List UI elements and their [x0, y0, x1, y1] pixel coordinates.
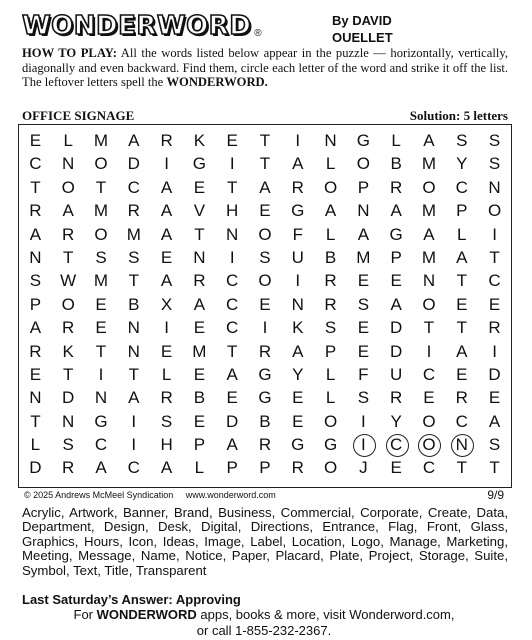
grid-letter[interactable]: A: [324, 201, 337, 221]
grid-letter[interactable]: U: [291, 247, 304, 267]
grid-letter[interactable]: R: [390, 388, 403, 408]
grid-letter[interactable]: D: [226, 411, 239, 431]
grid-letter[interactable]: R: [488, 318, 501, 338]
grid-letter[interactable]: A: [160, 177, 173, 197]
grid-letter[interactable]: O: [323, 411, 338, 431]
grid-letter[interactable]: O: [61, 294, 75, 314]
grid-letter[interactable]: O: [323, 177, 338, 197]
how-to-play: [22, 46, 508, 90]
grid-letter[interactable]: Y: [292, 364, 304, 384]
grid-letter[interactable]: L: [457, 224, 467, 244]
grid-letter[interactable]: N: [94, 388, 108, 408]
grid-letter[interactable]: R: [193, 271, 206, 291]
grid-letter-circled[interactable]: C: [380, 433, 413, 456]
grid-letter[interactable]: I: [426, 341, 432, 361]
grid-letter[interactable]: R: [291, 177, 304, 197]
grid-letter[interactable]: E: [259, 294, 271, 314]
grid-letter[interactable]: D: [488, 364, 501, 384]
grid-letter[interactable]: I: [492, 341, 497, 361]
grid-letter[interactable]: T: [128, 271, 139, 291]
promo: [18, 607, 510, 639]
grid-row: [19, 456, 511, 479]
puzzle-info-row: [22, 108, 508, 124]
grid-letter[interactable]: S: [488, 131, 501, 150]
grid-row: [19, 386, 511, 409]
grid-letter[interactable]: A: [390, 201, 402, 221]
grid-letter[interactable]: O: [61, 177, 75, 197]
last-answer: Last Saturday’s Answer: Approving: [22, 592, 241, 607]
grid-letter[interactable]: T: [423, 318, 435, 338]
grid-letter[interactable]: O: [422, 411, 436, 431]
grid-row: [19, 340, 511, 363]
grid-letter[interactable]: A: [226, 435, 238, 455]
grid-letter[interactable]: R: [160, 131, 173, 150]
grid-row: [19, 410, 511, 433]
grid-letter[interactable]: A: [128, 131, 140, 150]
grid-letter[interactable]: O: [422, 294, 436, 314]
grid-letter[interactable]: G: [356, 131, 370, 150]
grid-letter-circled[interactable]: I: [347, 433, 380, 456]
grid-letter[interactable]: P: [259, 458, 271, 478]
grid-letter[interactable]: E: [193, 177, 206, 197]
grid-letter[interactable]: I: [131, 435, 137, 455]
grid-letter[interactable]: G: [291, 435, 305, 455]
puzzle-date: 9/9: [487, 488, 504, 502]
grid-letter[interactable]: A: [160, 224, 173, 244]
grid-row: [19, 129, 511, 152]
grid-letter[interactable]: T: [95, 341, 107, 361]
grid-row: [19, 293, 511, 316]
grid-letter[interactable]: R: [160, 388, 173, 408]
grid-letter[interactable]: S: [324, 318, 337, 338]
grid-letter[interactable]: O: [94, 154, 108, 174]
grid-letter-circled[interactable]: N: [445, 433, 478, 456]
grid-letter[interactable]: A: [423, 224, 435, 244]
grid-letter[interactable]: I: [98, 364, 104, 384]
grid-letter[interactable]: A: [62, 201, 74, 221]
footer-meta: [18, 488, 510, 502]
grid-letter[interactable]: I: [262, 318, 268, 338]
grid-letter[interactable]: T: [128, 364, 139, 384]
website: www.wonderword.com: [185, 490, 276, 500]
grid-letter[interactable]: E: [357, 318, 370, 338]
grid-letter[interactable]: G: [192, 154, 206, 174]
grid-letter[interactable]: C: [226, 271, 239, 291]
grid-letter[interactable]: Y: [456, 154, 468, 174]
grid-letter[interactable]: E: [160, 341, 173, 361]
grid-letter[interactable]: K: [62, 341, 74, 361]
grid-letter[interactable]: L: [325, 388, 336, 408]
grid-letter[interactable]: T: [226, 341, 238, 361]
grid-letter[interactable]: I: [295, 271, 301, 291]
grid-letter[interactable]: C: [455, 411, 468, 431]
grid-letter[interactable]: N: [62, 154, 75, 174]
byline: By DAVID OUELLET: [332, 13, 393, 45]
grid-letter[interactable]: E: [259, 201, 271, 221]
grid-letter[interactable]: M: [192, 341, 207, 361]
grid-letter[interactable]: G: [94, 411, 108, 431]
grid-letter[interactable]: P: [456, 201, 468, 221]
grid-letter[interactable]: M: [126, 224, 141, 244]
grid-letter[interactable]: D: [29, 458, 42, 478]
grid-letter[interactable]: R: [127, 201, 140, 221]
grid-letter[interactable]: E: [488, 294, 501, 314]
solution-length: Solution: 5 letters: [409, 108, 508, 123]
grid-letter[interactable]: R: [324, 271, 337, 291]
grid-letter[interactable]: N: [324, 131, 337, 150]
grid-letter[interactable]: C: [488, 271, 501, 291]
grid-letter[interactable]: T: [226, 177, 238, 197]
grid-letter[interactable]: A: [160, 201, 173, 221]
grid-letter[interactable]: E: [488, 388, 501, 408]
grid-letter[interactable]: O: [94, 224, 108, 244]
grid-letter[interactable]: P: [357, 177, 370, 197]
grid-letter[interactable]: G: [389, 224, 403, 244]
grid-letter[interactable]: T: [259, 154, 271, 174]
wonderword-logo: [22, 12, 262, 40]
grid-letter[interactable]: C: [422, 364, 436, 384]
grid-letter[interactable]: T: [489, 247, 500, 267]
logo-text: WONDERWORD: [22, 11, 252, 41]
grid-letter[interactable]: T: [63, 364, 74, 384]
grid-letter[interactable]: N: [357, 201, 370, 221]
puzzle-page: [18, 6, 512, 638]
grid-letter[interactable]: R: [62, 458, 75, 478]
grid-letter[interactable]: A: [160, 458, 173, 478]
grid-letter[interactable]: A: [423, 131, 435, 150]
grid-letter[interactable]: L: [391, 131, 401, 150]
grid-letter[interactable]: A: [259, 177, 271, 197]
grid-letter[interactable]: F: [358, 364, 369, 384]
how-to-play-word: WONDERWORD.: [166, 75, 268, 89]
grid-letter[interactable]: B: [259, 411, 271, 431]
grid-letter[interactable]: N: [488, 177, 501, 197]
grid-letter[interactable]: T: [489, 458, 500, 478]
grid-letter[interactable]: H: [226, 201, 239, 221]
grid-letter[interactable]: C: [29, 154, 42, 174]
grid-letter[interactable]: E: [226, 388, 238, 408]
grid-letter[interactable]: L: [63, 131, 73, 150]
grid-letter[interactable]: L: [30, 435, 41, 455]
grid-letter[interactable]: L: [325, 224, 336, 244]
grid-letter[interactable]: S: [259, 247, 271, 267]
grid-letter[interactable]: N: [193, 247, 206, 267]
grid-letter[interactable]: E: [193, 364, 206, 384]
grid-letter[interactable]: E: [29, 131, 42, 150]
grid-letter[interactable]: I: [229, 247, 235, 267]
grid-letter[interactable]: L: [325, 364, 336, 384]
grid-letter[interactable]: I: [492, 224, 497, 244]
grid-letter[interactable]: T: [456, 318, 467, 338]
grid-letter[interactable]: E: [292, 411, 304, 431]
letter-grid-box: [18, 124, 512, 488]
grid-letter[interactable]: A: [357, 224, 370, 244]
grid-letter[interactable]: T: [30, 177, 41, 197]
grid-letter[interactable]: C: [422, 458, 436, 478]
grid-letter[interactable]: A: [456, 341, 468, 361]
grid-letter[interactable]: C: [455, 177, 468, 197]
grid-letter[interactable]: B: [193, 388, 206, 408]
grid-letter[interactable]: S: [357, 294, 370, 314]
grid-letter[interactable]: N: [422, 271, 436, 291]
grid-letter[interactable]: A: [226, 364, 238, 384]
grid-letter[interactable]: A: [193, 294, 206, 314]
how-to-play-text: All the words listed below appear in the puzzle — horizontally, vertically, diagonally and even backward. Find them, circle each letter of the word and strike it off the list. The leftover letters spell the: [22, 46, 508, 89]
grid-letter[interactable]: E: [226, 131, 238, 150]
grid-letter[interactable]: N: [29, 388, 42, 408]
grid-letter[interactable]: J: [359, 458, 368, 478]
grid-letter[interactable]: N: [291, 294, 304, 314]
grid-letter[interactable]: C: [127, 458, 140, 478]
grid-letter[interactable]: E: [357, 271, 370, 291]
grid-letter[interactable]: R: [62, 224, 75, 244]
grid-letter[interactable]: R: [62, 318, 75, 338]
grid-letter[interactable]: T: [63, 247, 74, 267]
grid-letter[interactable]: O: [422, 177, 436, 197]
grid-letter[interactable]: E: [423, 388, 435, 408]
grid-letter[interactable]: E: [95, 294, 107, 314]
grid-letter[interactable]: G: [258, 388, 272, 408]
copyright-line: [24, 490, 276, 500]
grid-letter-circled[interactable]: O: [413, 433, 446, 456]
grid-letter[interactable]: T: [95, 177, 107, 197]
grid-letter[interactable]: B: [324, 247, 337, 267]
grid-letter[interactable]: T: [259, 131, 271, 150]
grid-letter[interactable]: P: [390, 247, 402, 267]
grid-letter[interactable]: S: [488, 154, 501, 174]
grid-letter[interactable]: O: [258, 224, 272, 244]
grid-letter[interactable]: E: [390, 458, 402, 478]
grid-letter[interactable]: P: [29, 294, 42, 314]
grid-letter[interactable]: S: [128, 247, 140, 267]
grid-letter[interactable]: C: [226, 318, 239, 338]
grid-letter[interactable]: G: [258, 364, 272, 384]
grid-letter[interactable]: M: [421, 201, 437, 221]
grid-letter[interactable]: M: [93, 271, 109, 291]
grid-letter[interactable]: T: [456, 458, 467, 478]
grid-letter[interactable]: I: [164, 154, 169, 174]
grid-letter[interactable]: E: [292, 388, 304, 408]
promo-brand: WONDERWORD: [96, 607, 197, 622]
word-list: Acrylic, Artwork, Banner, Brand, Business, Commercial, Corporate, Create, Data, Department, Design, Desk, Digital, Directions, Entrance, Flag, Front, Glass, Graphics, Hours, Icon, Ideas, Image, Label, Location, Logo, Manage, Marketing, Meeting, Message, Name, Notice, Paper, Placard, Plate, Project, Storage, Suite, Symbol, Text, Title, Transparent: [22, 505, 508, 578]
grid-letter[interactable]: S: [95, 247, 107, 267]
grid-letter[interactable]: S: [357, 388, 370, 408]
grid-row: [19, 152, 511, 175]
grid-row: [19, 199, 511, 222]
grid-letter[interactable]: M: [93, 201, 109, 221]
grid-letter[interactable]: G: [291, 201, 305, 221]
letter-grid: [19, 129, 511, 480]
grid-letter[interactable]: I: [131, 411, 137, 431]
grid-letter[interactable]: S: [62, 435, 74, 455]
grid-letter[interactable]: A: [456, 247, 468, 267]
grid-letter[interactable]: R: [390, 177, 403, 197]
grid-letter[interactable]: A: [160, 271, 173, 291]
grid-letter[interactable]: S: [488, 435, 501, 455]
promo-pre: For: [73, 607, 93, 622]
grid-letter[interactable]: Y: [390, 411, 402, 431]
grid-letter[interactable]: A: [488, 411, 501, 431]
grid-letter[interactable]: T: [456, 271, 467, 291]
promo-post: apps, books & more, visit Wonderword.com,: [200, 607, 455, 622]
grid-letter[interactable]: L: [194, 458, 205, 478]
grid-letter[interactable]: X: [160, 294, 173, 314]
grid-letter[interactable]: N: [127, 341, 140, 361]
grid-letter[interactable]: A: [292, 341, 304, 361]
grid-row: [19, 363, 511, 386]
grid-letter[interactable]: D: [62, 388, 75, 408]
grid-letter[interactable]: A: [390, 294, 402, 314]
grid-letter[interactable]: E: [456, 294, 468, 314]
grid-letter[interactable]: B: [390, 154, 402, 174]
grid-letter[interactable]: E: [95, 318, 107, 338]
grid-letter[interactable]: E: [193, 318, 206, 338]
grid-letter[interactable]: T: [194, 224, 205, 244]
grid-letter[interactable]: K: [292, 318, 304, 338]
grid-letter[interactable]: O: [487, 201, 502, 221]
grid-letter[interactable]: H: [160, 435, 173, 455]
grid-letter[interactable]: M: [356, 247, 371, 267]
grid-letter[interactable]: F: [292, 224, 303, 244]
grid-letter[interactable]: N: [226, 224, 239, 244]
grid-letter[interactable]: R: [324, 294, 337, 314]
grid-letter[interactable]: E: [390, 271, 402, 291]
grid-letter[interactable]: M: [421, 247, 437, 267]
how-to-play-label: HOW TO PLAY:: [22, 46, 117, 60]
grid-letter[interactable]: A: [292, 154, 304, 174]
grid-row: [19, 433, 511, 456]
puzzle-title: OFFICE SIGNAGE: [22, 108, 135, 123]
grid-letter[interactable]: B: [128, 294, 140, 314]
grid-letter[interactable]: R: [455, 388, 468, 408]
grid-letter[interactable]: D: [390, 318, 403, 338]
grid-letter[interactable]: E: [357, 341, 370, 361]
grid-letter[interactable]: E: [456, 364, 468, 384]
grid-letter[interactable]: A: [29, 224, 42, 244]
grid-letter[interactable]: R: [291, 458, 304, 478]
grid-letter[interactable]: C: [94, 435, 108, 455]
grid-letter[interactable]: A: [95, 458, 107, 478]
grid-letter[interactable]: P: [226, 458, 238, 478]
grid-letter[interactable]: N: [62, 411, 75, 431]
grid-letter[interactable]: I: [229, 154, 235, 174]
grid-letter[interactable]: D: [390, 341, 403, 361]
grid-letter[interactable]: V: [193, 201, 206, 221]
grid-letter[interactable]: E: [160, 247, 173, 267]
copyright: © 2025 Andrews McMeel Syndication: [24, 490, 174, 500]
promo-phone: or call 1-855-232-2367.: [196, 623, 332, 638]
grid-letter[interactable]: S: [456, 131, 468, 150]
grid-row: [19, 176, 511, 199]
header: [18, 6, 512, 50]
grid-letter[interactable]: I: [361, 411, 366, 431]
grid-letter[interactable]: C: [226, 294, 239, 314]
grid-letter[interactable]: E: [193, 411, 206, 431]
grid-letter[interactable]: W: [60, 271, 77, 291]
grid-letter[interactable]: E: [29, 364, 42, 384]
grid-row: [19, 316, 511, 339]
grid-letter[interactable]: N: [29, 247, 42, 267]
grid-letter[interactable]: S: [160, 411, 173, 431]
grid-letter[interactable]: S: [29, 271, 42, 291]
grid-letter[interactable]: K: [193, 131, 206, 150]
grid-letter[interactable]: R: [29, 201, 42, 221]
grid-row: [19, 246, 511, 269]
grid-letter[interactable]: L: [161, 364, 172, 384]
grid-letter[interactable]: P: [324, 341, 337, 361]
grid-letter[interactable]: O: [323, 458, 338, 478]
grid-letter[interactable]: M: [93, 131, 109, 150]
grid-row: [19, 223, 511, 246]
grid-letter[interactable]: L: [325, 154, 336, 174]
grid-letter[interactable]: C: [127, 177, 140, 197]
grid-letter[interactable]: A: [29, 318, 42, 338]
grid-letter[interactable]: D: [127, 154, 140, 174]
grid-letter[interactable]: R: [29, 341, 42, 361]
grid-letter[interactable]: O: [258, 271, 272, 291]
grid-letter[interactable]: R: [258, 341, 272, 361]
grid-letter[interactable]: I: [164, 318, 169, 338]
grid-letter[interactable]: U: [390, 364, 403, 384]
grid-letter[interactable]: M: [421, 154, 437, 174]
grid-letter[interactable]: T: [30, 411, 41, 431]
grid-letter[interactable]: A: [128, 388, 140, 408]
grid-letter[interactable]: R: [258, 435, 272, 455]
grid-letter[interactable]: N: [127, 318, 140, 338]
grid-row: [19, 269, 511, 292]
grid-letter[interactable]: O: [356, 154, 370, 174]
grid-letter[interactable]: G: [323, 435, 338, 455]
grid-letter[interactable]: I: [295, 131, 301, 150]
registered-mark: ®: [254, 28, 262, 39]
grid-letter[interactable]: P: [193, 435, 206, 455]
